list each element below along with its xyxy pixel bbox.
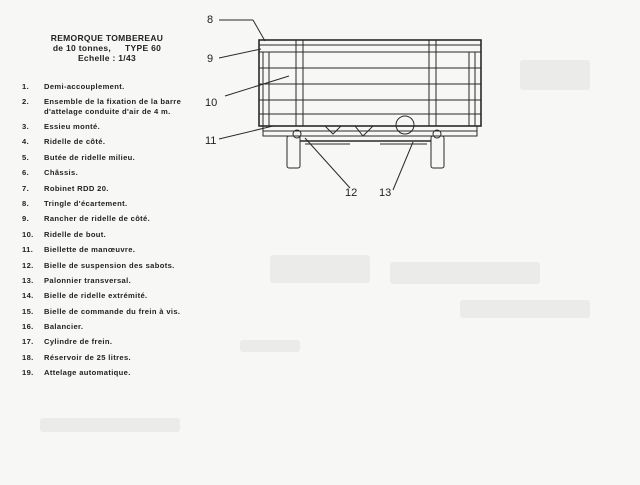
legend-item: 18. Réservoir de 25 litres. xyxy=(22,352,131,362)
callout-9: 9 xyxy=(207,53,214,65)
side-post-right xyxy=(469,52,475,126)
bleed-through-mark xyxy=(390,262,540,284)
legend-item: 3. Essieu monté. xyxy=(22,121,101,131)
legend-item: 14. Bielle de ridelle extrémité. xyxy=(22,291,148,301)
legend-item: 12. Bielle de suspension des sabots. xyxy=(22,260,175,270)
bleed-through-mark xyxy=(40,418,180,432)
bleed-through-mark xyxy=(270,255,370,283)
header-line2 xyxy=(22,43,192,53)
legend-item: 2. Ensemble de la fixation de la barre d'attelage conduite d'air de 4 m. xyxy=(22,97,182,116)
parts-legend xyxy=(22,82,187,384)
legend-item: 6. Châssis. xyxy=(22,168,79,178)
leader-8b xyxy=(253,20,265,41)
leader-13 xyxy=(393,142,413,190)
legend-item: 11. Biellette de manœuvre. xyxy=(22,245,136,255)
legend-item: 19. Attelage automatique. xyxy=(22,368,131,378)
wheel-right xyxy=(431,136,444,168)
leader-12 xyxy=(305,138,350,188)
leader-10 xyxy=(225,76,289,96)
legend-item: 16. Balancier. xyxy=(22,322,84,332)
callout-11: 11 xyxy=(205,135,217,147)
wagon-body xyxy=(259,40,481,126)
leader-11 xyxy=(219,126,273,139)
header-scale: Echelle : 1/43 xyxy=(77,53,137,63)
bleed-through-mark xyxy=(240,340,300,352)
wagon-end-view-drawing xyxy=(205,8,485,198)
header-type: TYPE 60 xyxy=(125,43,162,53)
callout-10: 10 xyxy=(205,97,218,109)
legend-item: 7. Robinet RDD 20. xyxy=(22,183,109,193)
callout-12: 12 xyxy=(345,187,358,198)
bleed-through-mark xyxy=(460,300,590,318)
legend-item: 1. Demi-accouplement. xyxy=(22,82,125,91)
legend-item: 4. Ridelle de côté. xyxy=(22,137,106,147)
side-post-left xyxy=(263,52,269,126)
stanchion-left xyxy=(296,40,303,126)
leader-9 xyxy=(219,49,261,58)
wagon-drawing-svg xyxy=(205,8,485,198)
legend-item: 9. Rancher de ridelle de côté. xyxy=(22,214,151,224)
legend-item: 8. Tringle d'écartement. xyxy=(22,198,128,208)
legend-item: 15. Bielle de commande du frein à vis. xyxy=(22,306,181,316)
callout-13: 13 xyxy=(379,187,392,198)
legend-item: 17. Cylindre de frein. xyxy=(22,337,113,347)
callout-8: 8 xyxy=(207,14,214,26)
wheel-left xyxy=(287,136,300,168)
legend-item: 5. Butée de ridelle milieu. xyxy=(22,152,136,162)
document-header xyxy=(22,33,192,63)
legend-item: 13. Palonnier transversal. xyxy=(22,275,132,285)
stanchion-right xyxy=(429,40,436,126)
bleed-through-mark xyxy=(520,60,590,90)
header-title: REMORQUE TOMBEREAU xyxy=(50,33,164,43)
legend-item: 10. Ridelle de bout. xyxy=(22,229,107,239)
header-capacity: de 10 tonnes, xyxy=(52,43,112,53)
